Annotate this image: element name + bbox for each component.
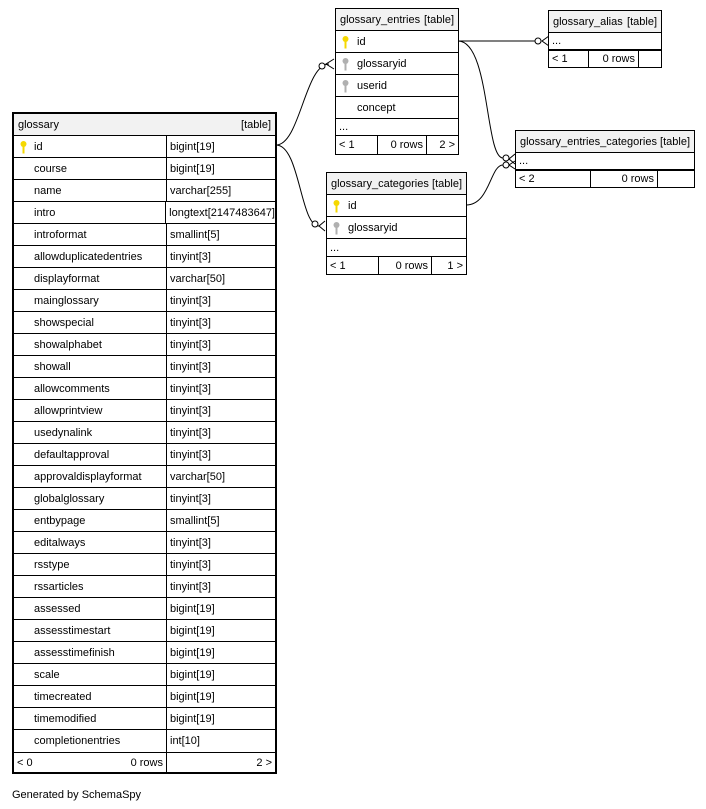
column-type: smallint[5] xyxy=(170,228,220,241)
table-header xyxy=(516,131,694,153)
foreign-key-icon xyxy=(342,57,349,70)
column-type: tinyint[3] xyxy=(170,294,211,307)
column-row[interactable] xyxy=(14,202,275,224)
column-name: assessed xyxy=(34,602,81,615)
column-row[interactable] xyxy=(549,33,661,50)
column-row[interactable] xyxy=(14,400,275,422)
column-name: id xyxy=(34,140,43,153)
column-type: smallint[5] xyxy=(170,514,220,527)
column-row[interactable] xyxy=(14,488,275,510)
column-type: tinyint[3] xyxy=(170,448,211,461)
column-row[interactable] xyxy=(14,642,275,664)
column-name: ... xyxy=(339,121,349,133)
column-name: allowduplicatedentries xyxy=(34,250,143,263)
column-row[interactable] xyxy=(14,620,275,642)
column-name: allowcomments xyxy=(34,382,110,395)
table-footer xyxy=(549,50,661,67)
column-name: timemodified xyxy=(34,712,97,725)
column-name: approvaldisplayformat xyxy=(34,470,142,483)
column-row[interactable] xyxy=(14,510,275,532)
column-row[interactable] xyxy=(14,334,275,356)
column-row[interactable] xyxy=(14,378,275,400)
row-count: 0 rows xyxy=(130,756,163,769)
column-list xyxy=(14,136,275,752)
relation-glossary-categories xyxy=(276,145,319,226)
foreign-key-icon xyxy=(333,221,340,234)
column-name: scale xyxy=(34,668,60,681)
table-name: glossary_alias xyxy=(553,15,623,28)
column-name: concept xyxy=(357,101,396,114)
column-name: mainglossary xyxy=(34,294,99,307)
relation-optional-marker xyxy=(503,155,509,161)
table-kind: [table] xyxy=(660,135,690,148)
table-kind: [table] xyxy=(627,15,657,28)
column-name: globalglossary xyxy=(34,492,105,505)
column-row[interactable] xyxy=(14,576,275,598)
column-type: bigint[19] xyxy=(170,690,215,703)
primary-key-icon xyxy=(20,140,27,153)
column-name: name xyxy=(34,184,62,197)
table-kind: [table] xyxy=(424,13,454,26)
column-name: completionentries xyxy=(34,735,121,747)
table-name: glossary xyxy=(18,118,59,131)
column-type: tinyint[3] xyxy=(170,558,211,571)
table-header xyxy=(327,173,466,195)
table-header xyxy=(549,11,661,33)
relation-crowfoot-marker xyxy=(319,221,325,231)
column-row[interactable] xyxy=(14,158,275,180)
children-count: 2 > xyxy=(256,756,272,769)
column-type: bigint[19] xyxy=(170,646,215,659)
column-type: tinyint[3] xyxy=(170,426,211,439)
column-type: tinyint[3] xyxy=(170,316,211,329)
table-kind: [table] xyxy=(241,118,271,131)
column-row[interactable] xyxy=(14,466,275,488)
column-row[interactable] xyxy=(336,53,458,75)
column-name: allowprintview xyxy=(34,404,103,417)
column-name: glossaryid xyxy=(348,221,398,234)
column-row[interactable] xyxy=(327,239,466,256)
column-row[interactable] xyxy=(14,180,275,202)
column-name: displayformat xyxy=(34,272,100,285)
parents-count: < 2 xyxy=(516,171,591,187)
children-count: 2 > xyxy=(439,139,455,151)
column-name: ... xyxy=(330,241,340,254)
table-name: glossary_entries_categories xyxy=(520,135,657,148)
column-type: bigint[19] xyxy=(170,602,215,615)
table-name: glossary_categories xyxy=(331,177,429,190)
column-name: showspecial xyxy=(34,316,94,329)
column-row[interactable] xyxy=(14,224,275,246)
column-name: glossaryid xyxy=(357,57,407,70)
column-type: tinyint[3] xyxy=(170,250,211,263)
glossary-categories-table[interactable] xyxy=(326,172,467,275)
relation-glossary-entries xyxy=(276,64,329,145)
table-header xyxy=(336,9,458,31)
column-name: rsstype xyxy=(34,558,70,571)
parents-count: < 1 xyxy=(336,136,378,154)
glossary-entries-categories-table[interactable] xyxy=(515,130,695,188)
column-row[interactable] xyxy=(14,312,275,334)
column-name: rssarticles xyxy=(34,580,84,593)
column-name: showall xyxy=(34,360,71,373)
column-type: bigint[19] xyxy=(170,162,215,175)
table-footer xyxy=(14,752,275,772)
column-row[interactable] xyxy=(14,268,275,290)
row-count: 0 rows xyxy=(379,257,432,274)
column-type: varchar[255] xyxy=(170,184,232,197)
column-row[interactable] xyxy=(14,532,275,554)
column-name: userid xyxy=(357,79,387,92)
column-row[interactable] xyxy=(336,97,458,119)
column-row[interactable] xyxy=(14,730,275,752)
column-name: defaultapproval xyxy=(34,448,110,461)
column-name: assesstimestart xyxy=(34,624,111,637)
column-name: editalways xyxy=(34,536,86,549)
column-name: showalphabet xyxy=(34,338,102,351)
column-list xyxy=(327,195,466,256)
column-type: tinyint[3] xyxy=(170,580,211,593)
column-name: assesstimefinish xyxy=(34,646,115,659)
relation-optional-marker xyxy=(535,38,541,44)
column-name: id xyxy=(348,199,357,212)
column-row[interactable] xyxy=(14,444,275,466)
table-name: glossary_entries xyxy=(340,13,421,26)
column-type: bigint[19] xyxy=(170,668,215,681)
column-name: introformat xyxy=(34,228,87,241)
column-row[interactable] xyxy=(14,422,275,444)
parents-count: < 1 xyxy=(327,257,379,274)
column-name: id xyxy=(357,35,366,48)
primary-key-icon xyxy=(342,35,349,48)
column-type: bigint[19] xyxy=(170,712,215,725)
column-type: varchar[50] xyxy=(170,272,226,285)
foreign-key-icon xyxy=(342,79,349,92)
column-row[interactable] xyxy=(336,119,458,135)
column-type: tinyint[3] xyxy=(170,536,211,549)
column-type: tinyint[3] xyxy=(170,382,211,395)
primary-key-icon xyxy=(333,199,340,212)
column-type: longtext[2147483647] xyxy=(169,206,275,219)
table-header xyxy=(14,114,275,136)
generated-by-label: Generated by SchemaSpy xyxy=(12,789,142,801)
column-row[interactable] xyxy=(14,554,275,576)
parents-count: < 1 xyxy=(549,51,589,67)
glossary-entries-table[interactable] xyxy=(335,8,459,155)
relation-optional-marker xyxy=(312,221,318,227)
column-row[interactable] xyxy=(14,246,275,268)
column-row[interactable] xyxy=(336,75,458,97)
parents-count: < 0 xyxy=(17,756,33,769)
row-count: 0 rows xyxy=(378,136,427,154)
column-name: entbypage xyxy=(34,514,86,527)
column-type: bigint[19] xyxy=(170,140,215,153)
table-footer xyxy=(327,256,466,274)
column-name: course xyxy=(34,162,68,175)
relation-entries-entcat xyxy=(458,41,503,158)
column-type: int[10] xyxy=(170,735,200,747)
glossary-table[interactable] xyxy=(12,112,277,774)
column-type: tinyint[3] xyxy=(170,404,211,417)
column-row[interactable] xyxy=(14,708,275,730)
column-row[interactable] xyxy=(14,664,275,686)
column-row[interactable] xyxy=(14,598,275,620)
column-type: tinyint[3] xyxy=(170,492,211,505)
glossary-alias-table[interactable] xyxy=(548,10,662,68)
column-row[interactable] xyxy=(14,290,275,312)
column-name: ... xyxy=(552,35,562,47)
row-count: 0 rows xyxy=(591,171,658,187)
column-row[interactable] xyxy=(327,195,466,217)
table-footer xyxy=(516,170,694,187)
column-row[interactable] xyxy=(14,356,275,378)
column-row[interactable] xyxy=(516,153,694,170)
column-name: ... xyxy=(519,155,529,167)
column-row[interactable] xyxy=(327,217,466,239)
column-name: intro xyxy=(34,206,56,219)
column-type: tinyint[3] xyxy=(170,360,211,373)
relation-optional-marker xyxy=(319,63,325,69)
column-name: timecreated xyxy=(34,690,92,703)
column-row[interactable] xyxy=(336,31,458,53)
column-row[interactable] xyxy=(14,136,275,158)
row-count: 0 rows xyxy=(589,51,639,67)
column-name: usedynalink xyxy=(34,426,93,439)
children-count: 1 > xyxy=(447,259,463,272)
relation-categories-entcat xyxy=(466,165,503,205)
table-footer xyxy=(336,135,458,154)
table-kind: [table] xyxy=(432,177,462,190)
column-type: varchar[50] xyxy=(170,470,226,483)
column-list xyxy=(336,31,458,135)
column-type: bigint[19] xyxy=(170,624,215,637)
column-row[interactable] xyxy=(14,686,275,708)
column-type: tinyint[3] xyxy=(170,338,211,351)
